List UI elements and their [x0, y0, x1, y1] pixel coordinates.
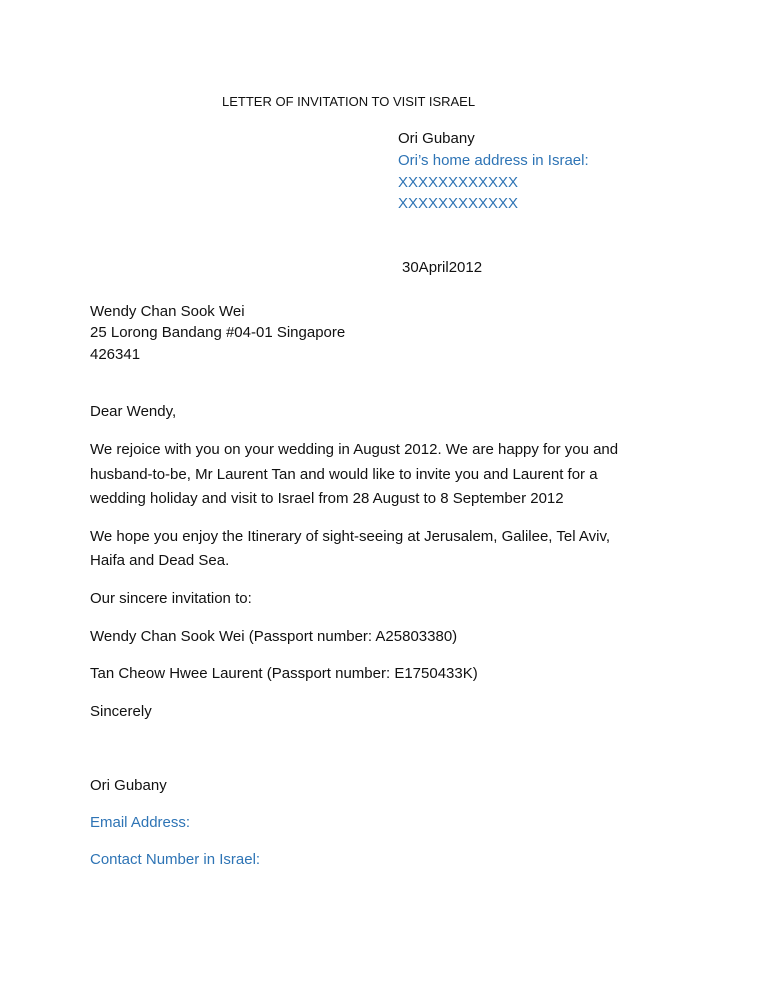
sender-name: Ori Gubany	[398, 130, 475, 147]
paragraph-1-line-2: husband-to-be, Mr Laurent Tan and would like to invite you and Laurent for a	[90, 466, 598, 483]
paragraph-1-line-3: wedding holiday and visit to Israel from 28 August to 8 September 2012	[90, 490, 564, 507]
closing: Sincerely	[90, 703, 152, 720]
paragraph-2-line-2: Haifa and Dead Sea.	[90, 552, 230, 569]
letter-date: 30April2012	[402, 259, 483, 276]
recipient-address: 25 Lorong Bandang #04-01 Singapore	[90, 324, 346, 341]
paragraph-1-line-1: We rejoice with you on your wedding in August 2012. We are happy for you and	[90, 441, 619, 458]
paragraph-2-line-1: We hope you enjoy the Itinerary of sight-seeing at Jerusalem, Galilee, Tel Aviv,	[90, 528, 611, 545]
invitation-intro: Our sincere invitation to:	[90, 590, 252, 607]
sender-address-label: Ori’s home address in Israel:	[398, 152, 589, 169]
contact-number-label: Contact Number in Israel:	[90, 851, 261, 868]
letter-title: LETTER OF INVITATION TO VISIT ISRAEL	[222, 94, 476, 109]
invitee-1: Wendy Chan Sook Wei (Passport number: A25803380)	[90, 628, 458, 645]
signature-name: Ori Gubany	[90, 777, 167, 794]
recipient-name: Wendy Chan Sook Wei	[90, 303, 245, 320]
invitee-2: Tan Cheow Hwee Laurent (Passport number: E1750433K)	[90, 665, 478, 682]
sender-address-line-2: XXXXXXXXXXXX	[398, 195, 519, 212]
email-label: Email Address:	[90, 814, 191, 831]
salutation: Dear Wendy,	[90, 403, 177, 420]
recipient-postal-code: 426341	[90, 346, 141, 363]
sender-address-line-1: XXXXXXXXXXXX	[398, 174, 519, 191]
